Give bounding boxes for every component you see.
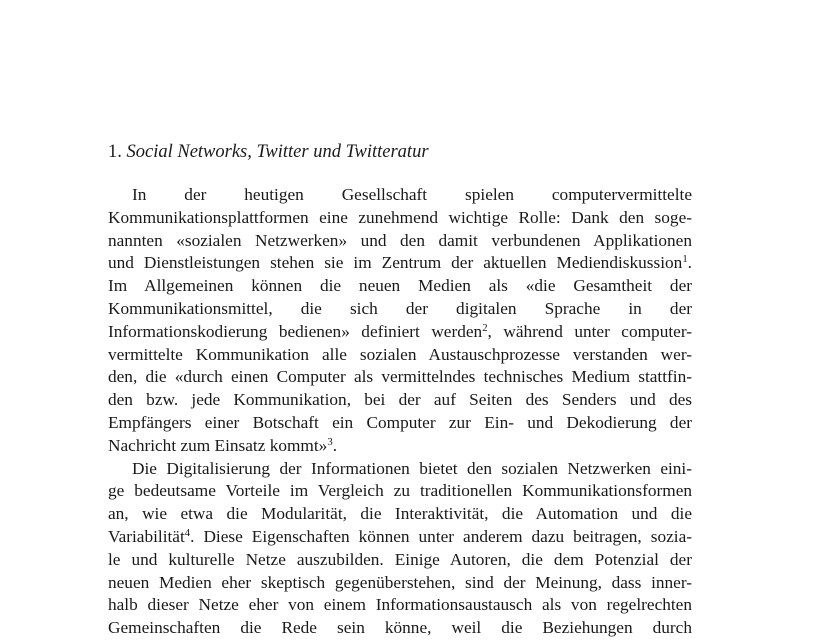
section-title: Social Networks, Twitter und Twitteratur <box>126 142 429 162</box>
line-text: und Dienstleistungen stehen sie im Zentrum der aktuellen Mediendiskussion <box>108 253 683 273</box>
paragraph-line: halb dieser Netze eher von einem Informationsaustausch als von regelrechten <box>108 595 692 615</box>
footnote-marker: 1 <box>682 253 688 266</box>
document-page <box>108 0 692 640</box>
line-text: . <box>687 253 692 273</box>
paragraph-line: In der heutigen Gesellschaft spielen computervermittelte <box>132 185 692 204</box>
line-text: . Diese Eigenschaften können unter anderem dazu beitragen, sozia- <box>190 526 692 546</box>
line-text: , während unter computer- <box>487 321 692 341</box>
footnote-marker: 4 <box>184 527 191 540</box>
paragraph-line: vermittelte Kommunikation alle sozialen Austauschprozesse verstanden wer- <box>108 344 692 364</box>
paragraph-line: neuen Medien eher skeptisch gegenüberstehen, sind der Meinung, dass inner- <box>108 572 692 592</box>
body-text <box>108 184 692 640</box>
paragraph-line: Die Digitalisierung der Informationen bietet den sozialen Netzwerken eini- <box>132 458 692 478</box>
footnote-marker: 2 <box>482 321 488 334</box>
section-number: 1. <box>108 142 122 162</box>
paragraph-line: Empfängers einer Botschaft ein Computer zur Ein- und Dekodierung der <box>108 412 692 432</box>
paragraph-line: den, die «durch einen Computer als vermittelndes technisches Medium stattfin- <box>108 367 692 387</box>
paragraph-line: Im Allgemeinen können die neuen Medien als «die Gesamtheit der <box>108 276 692 296</box>
line-text: Nachricht zum Einsatz kommt» <box>108 435 328 455</box>
paragraph-line: an, wie etwa die Modularität, die Interaktivität, die Automation und die <box>108 504 692 524</box>
paragraph-line-with-footnote <box>108 321 692 344</box>
paragraph-line: Gemeinschaften die Rede sein könne, weil die Beziehungen durch <box>108 618 692 638</box>
paragraph-line-with-footnote <box>108 435 692 458</box>
paragraph-line-with-footnote <box>108 526 692 549</box>
paragraph-line: den bzw. jede Kommunikation, bei der auf Seiten des Senders und des <box>108 390 692 410</box>
line-text: Informationskodierung bedienen» definiert werden <box>108 321 483 341</box>
section-heading <box>108 140 429 164</box>
paragraph-line: ge bedeutsame Vorteile im Vergleich zu traditionellen Kommunikationsformen <box>108 481 692 501</box>
paragraph-line: le und kulturelle Netze auszubilden. Einige Autoren, die dem Potenzial der <box>108 549 692 569</box>
paragraph-line: Kommunikationsmittel, die sich der digitalen Sprache in der <box>108 298 692 318</box>
line-text: . <box>332 435 338 455</box>
paragraph-line: Kommunikationsplattformen eine zunehmend wichtige Rolle: Dank den soge- <box>108 207 692 227</box>
line-text: Variabilität <box>108 526 185 546</box>
paragraph-line: nannten «sozialen Netzwerken» und den damit verbundenen Applikationen <box>108 230 692 250</box>
paragraph-line-with-footnote <box>108 252 692 275</box>
footnote-marker: 3 <box>327 435 333 448</box>
